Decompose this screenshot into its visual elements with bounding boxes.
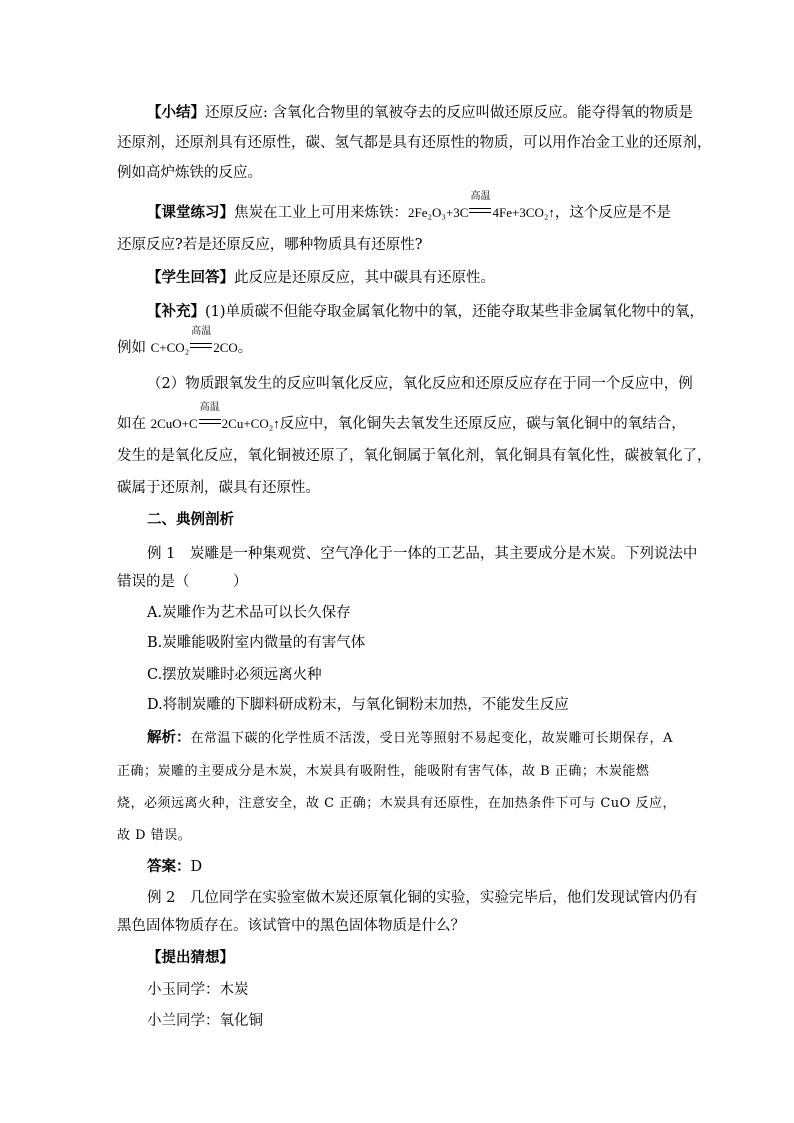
double-line xyxy=(469,208,491,213)
example1-analysis-line-4: 故 D 错误。 xyxy=(117,828,192,843)
analysis-text-1: 在常温下碳的化学性质不活泼，受日光等照射不易起变化，故炭雕可长期保存，A xyxy=(190,731,673,746)
section-heading: 二、典例剖析 xyxy=(147,512,234,528)
condition-label: 高温 xyxy=(470,191,491,202)
supplement-tag: 【补充】 xyxy=(147,304,205,320)
supplement-suffix: 。 xyxy=(237,340,253,356)
supplement-p2-suffix: 反应中，氧化铜失去氧发生还原反应，碳与氧化铜中的氧结合， xyxy=(279,416,686,432)
example1-option-b: B.炭雕能吸附室内微量的有害气体 xyxy=(147,635,366,651)
example2-line-1: 例 2 几位同学在实验室做木炭还原氧化铜的实验，实验完毕后，他们发现试管内仍有 xyxy=(147,890,698,906)
student-answer-tag: 【学生回答】 xyxy=(147,270,234,286)
practice-eq-right: 4Fe+3CO₂↑ xyxy=(492,205,555,220)
practice-line-1 xyxy=(147,191,707,223)
supplement-prefix: 例如 xyxy=(117,340,151,356)
supplement-p2-line-2 xyxy=(117,402,686,434)
supplement-line-2 xyxy=(117,326,677,358)
example1-analysis-line-1 xyxy=(147,728,707,749)
summary-line-1 xyxy=(147,103,707,123)
student-answer-text: 此反应是还原反应，其中碳具有还原性。 xyxy=(234,270,495,286)
analysis-tag: 解析： xyxy=(147,730,191,746)
supplement-p2-line-1: （2）物质跟氧发生的反应叫氧化反应，氧化反应和还原反应存在于同一个反应中，例 xyxy=(147,376,693,392)
example1-line-1: 例 1 炭雕是一种集观赏、空气净化于一体的工艺品，其主要成分是木炭。下列说法中 xyxy=(147,546,698,562)
answer-value: D xyxy=(190,859,203,875)
practice-eq-left: 2Fe₂O₃+3C xyxy=(408,205,469,220)
example1-option-a: A.炭雕作为艺术品可以长久保存 xyxy=(147,605,351,621)
example2-guess-2: 小兰同学：氧化铜 xyxy=(147,1013,263,1029)
supplement-eq2-right: 2Cu+CO₂↑ xyxy=(221,416,280,431)
summary-tag: 【小结】 xyxy=(147,105,205,121)
condition-label: 高温 xyxy=(191,326,212,337)
example1-option-d: D.将制炭雕的下脚料研成粉末，与氧化铜粉末加热，不能发生反应 xyxy=(147,697,569,713)
supplement-eq2-left: 2CuO+C xyxy=(150,416,198,431)
supplement-eq1-right: 2CO xyxy=(213,340,238,355)
example2-hypothesis-tag: 【提出猜想】 xyxy=(147,950,234,966)
supplement-p2-line-3: 发生的是氧化反应，氧化铜被还原了，氧化铜属于氧化剂，氧化铜具有氧化性，碳被氧化了， xyxy=(117,448,712,464)
supplement-p2-line-4: 碳属于还原剂，碳具有还原性。 xyxy=(117,480,320,496)
double-line xyxy=(199,419,221,424)
practice-text-before: 焦炭在工业上可用来炼铁： xyxy=(234,205,408,221)
supplement-line-1 xyxy=(147,302,707,322)
summary-text-1: 还原反应: 含氧化合物里的氧被夺去的反应叫做还原反应。能夺得氧的物质是 xyxy=(205,105,693,121)
practice-text-after: ，这个反应是不是 xyxy=(554,205,671,221)
supplement-p2-prefix: 如在 xyxy=(117,416,151,432)
double-line xyxy=(190,343,212,348)
condition-label: 高温 xyxy=(199,402,220,413)
practice-eq-condition xyxy=(469,191,491,223)
example2-line-2: 黑色固体物质存在。该试管中的黑色固体物质是什么？ xyxy=(117,918,465,934)
supplement-eq1-condition xyxy=(190,326,212,358)
supplement-eq1-left: C+CO₂ xyxy=(150,340,190,355)
supplement-eq2-condition xyxy=(199,402,221,434)
example1-answer xyxy=(147,857,707,877)
summary-line-2: 还原剂，还原剂具有还原性，碳、氢气都是具有还原性的物质，可以用作冶金工业的还原剂， xyxy=(117,135,712,151)
student-answer-line xyxy=(147,268,707,288)
practice-line-2: 还原反应?若是还原反应，哪种物质具有还原性? xyxy=(117,237,423,253)
example2-guess-1: 小玉同学：木炭 xyxy=(147,982,249,998)
practice-tag: 【课堂练习】 xyxy=(147,205,234,221)
example1-analysis-line-3: 烧，必须远离火种，注意安全，故 C 正确；木炭具有还原性，在加热条件下可与 CuO 反应， xyxy=(117,796,676,811)
summary-line-3: 例如高炉炼铁的反应。 xyxy=(117,165,262,181)
example1-line-2: 错误的是（ ） xyxy=(117,574,248,590)
supplement-text-1: (1)单质碳不但能夺取金属氧化物中的氧，还能夺取某些非金属氧化物中的氧， xyxy=(205,304,705,320)
example1-option-c: C.摆放炭雕时必须远离火种 xyxy=(147,667,322,683)
example1-analysis-line-2: 正确；炭雕的主要成分是木炭，木炭具有吸附性，能吸附有害气体，故 B 正确；木炭能燃 xyxy=(117,764,650,779)
answer-tag: 答案： xyxy=(147,859,191,875)
